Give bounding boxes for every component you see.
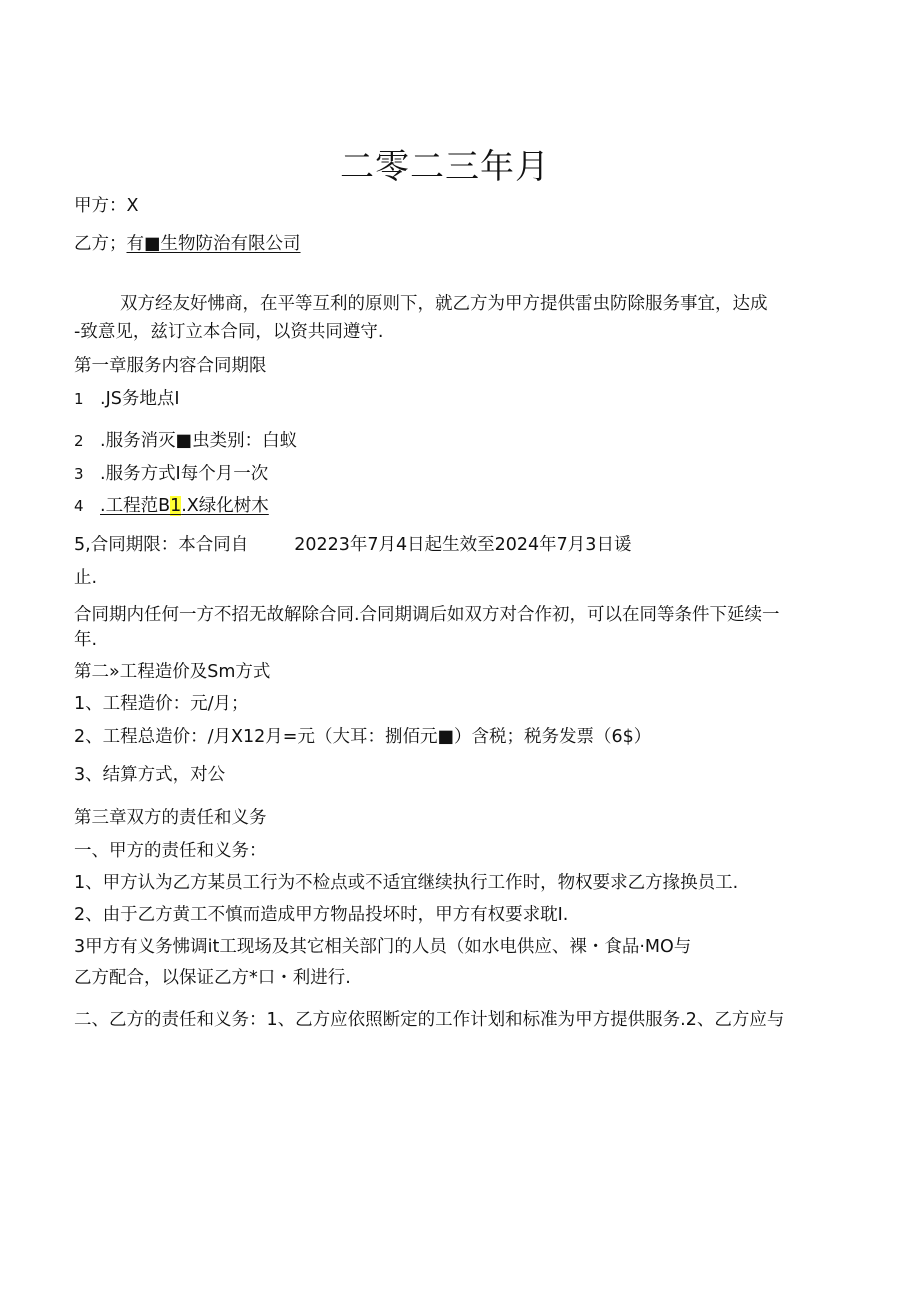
scope-value: .X绿化树木 bbox=[181, 496, 269, 516]
item-number: 3 bbox=[74, 465, 84, 483]
chapter-1-heading: 第一章服务内容合同期限 bbox=[74, 356, 267, 376]
scope-label: .工程范B bbox=[100, 496, 171, 516]
chapter-1-item-2 bbox=[74, 429, 297, 453]
item-text: .服务方式I每个月一次 bbox=[100, 464, 269, 484]
term-dates: 20223年7月4日起生效至2024年7月3日谖 bbox=[294, 535, 632, 555]
chapter-3-heading: 第三章双方的责任和义务 bbox=[74, 808, 267, 828]
document-title: 二零二三年月 bbox=[340, 147, 550, 187]
highlighted-text: 1 bbox=[170, 496, 182, 516]
party-a: 甲方：X bbox=[74, 196, 139, 216]
intro-line-1: 双方经友好怫商，在平等互利的原则下，就乙方为甲方提供雷虫防除服务事宜，达成 bbox=[120, 294, 768, 314]
item-text: .JS务地点I bbox=[100, 389, 180, 409]
party-a-item-2: 2、由于乙方黄工不慎而造成甲方物品投坏时，甲方有权要求耽I. bbox=[74, 905, 569, 925]
party-a-item-3-line-2: 乙方配合，以保证乙方*口・利进行. bbox=[74, 968, 351, 988]
item-text: .服务消灭■虫类别：白蚁 bbox=[100, 431, 298, 451]
termination-line-2: 年. bbox=[74, 630, 98, 650]
party-a-item-3-line-1: 3甲方有义务怫调it工现场及其它相关部门的人员（如水电供应、裸・食品·MO与 bbox=[74, 937, 692, 957]
section-party-b-heading: 二、乙方的责任和义务：1、乙方应依照断定的工作计划和标准为甲方提供服务.2、乙方应与 bbox=[74, 1010, 785, 1030]
item-number: 1 bbox=[74, 390, 84, 408]
chapter-2-item-1: 1、工程造价：元/月； bbox=[74, 694, 249, 714]
intro-line-2: -致意见，兹订立本合同，以资共同遵守. bbox=[74, 322, 384, 342]
party-b-label: 乙方； bbox=[74, 234, 127, 254]
termination-line-1: 合同期内任何一方不招无故解除合同.合同期调后如双方对合作初，可以在同等条件下延续一 bbox=[74, 605, 780, 625]
chapter-1-item-5-end: 止. bbox=[74, 568, 98, 588]
chapter-2-heading: 第二»工程造价及Sm方式 bbox=[74, 662, 271, 682]
item-text-scope bbox=[100, 496, 269, 516]
item-number: 4 bbox=[74, 497, 84, 515]
item-number: 2 bbox=[74, 432, 84, 450]
chapter-2-item-3: 3、结算方式，对公 bbox=[74, 765, 226, 785]
chapter-1-item-1 bbox=[74, 387, 180, 411]
party-a-item-1: 1、甲方认为乙方某员工行为不检点或不适宜继续执行工作时，物权要求乙方掾换员工. bbox=[74, 873, 739, 893]
chapter-2-item-2: 2、工程总造价：/月X12月=元（大耳：捌佰元■）含税；税务发票（6$） bbox=[74, 727, 652, 747]
chapter-1-item-3 bbox=[74, 462, 268, 486]
section-party-a-heading: 一、甲方的责任和义务： bbox=[74, 841, 267, 861]
chapter-1-item-5 bbox=[74, 533, 631, 557]
term-label: 5,合同期限：本合同自 bbox=[74, 535, 249, 555]
chapter-1-item-4 bbox=[74, 494, 269, 518]
party-b bbox=[74, 232, 301, 256]
party-b-name: 有■生物防治有限公司 bbox=[126, 234, 301, 254]
